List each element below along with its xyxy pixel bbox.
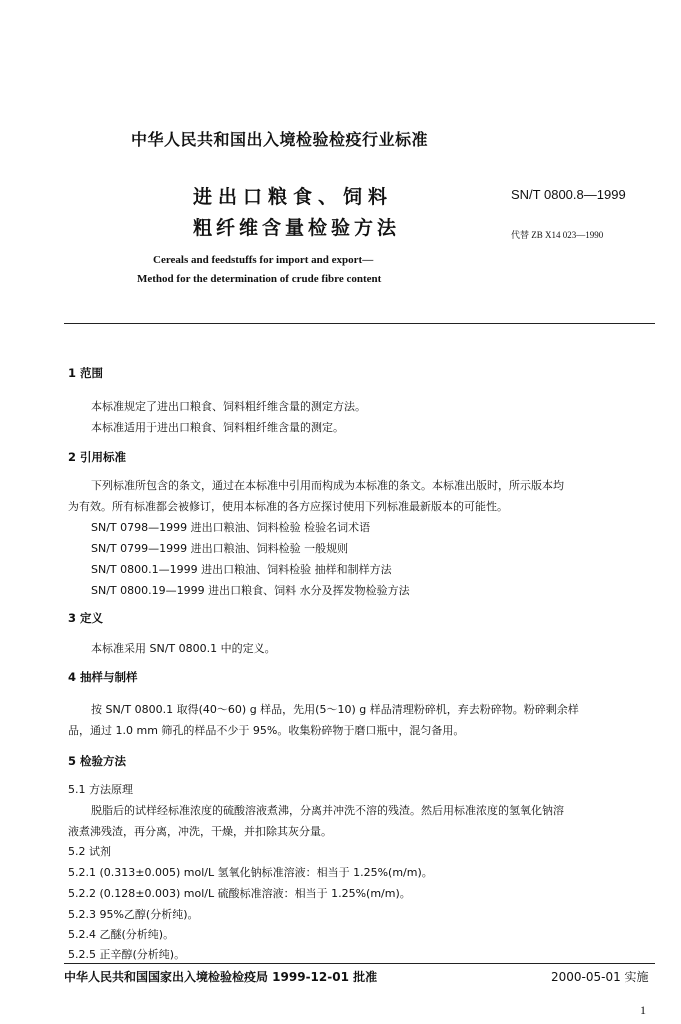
header-divider bbox=[64, 323, 655, 324]
reference-item: SN/T 0800.1—1999 进出口粮油、饲料检验 抽样和制样方法 bbox=[91, 563, 392, 576]
title-line-1: 进出口粮食、饲料 bbox=[193, 186, 394, 208]
section-1-para-2: 本标准适用于进出口粮食、饲料粗纤维含量的测定。 bbox=[91, 421, 344, 434]
english-title-line-2: Method for the determination of crude fibre content bbox=[137, 273, 382, 285]
reagent-item: 5.2.4 乙醚(分析纯)。 bbox=[68, 928, 175, 941]
reagent-item: 5.2.5 正辛醇(分析纯)。 bbox=[68, 948, 186, 961]
section-2-para-line-2: 为有效。所有标准都会被修订，使用本标准的各方应探讨使用下列标准最新版本的可能性。 bbox=[68, 500, 508, 513]
section-5-1-para-line-2: 液煮沸残渣，再分离，冲洗，干燥，并扣除其灰分量。 bbox=[68, 825, 332, 838]
standard-code: SN/T 0800.8—1999 bbox=[511, 187, 626, 202]
replaces-note: 代替 ZB X14 023—1990 bbox=[511, 230, 604, 240]
section-5-heading: 5 检验方法 bbox=[68, 754, 127, 768]
page-number: 1 bbox=[640, 1003, 646, 1017]
section-3-heading: 3 定义 bbox=[68, 611, 104, 625]
reagent-item: 5.2.3 95%乙醇(分析纯)。 bbox=[68, 908, 199, 921]
section-4-heading: 4 抽样与制样 bbox=[68, 670, 138, 684]
implementation-date: 2000-05-01 实施 bbox=[551, 970, 649, 984]
section-1-para-1: 本标准规定了进出口粮食、饲料粗纤维含量的测定方法。 bbox=[91, 400, 366, 413]
subsection-5-1-heading: 5.1 方法原理 bbox=[68, 783, 133, 796]
standard-category: 中华人民共和国出入境检验检疫行业标准 bbox=[131, 130, 429, 149]
english-title-line-1: Cereals and feedstuffs for import and export— bbox=[153, 254, 374, 266]
section-4-para-line-1: 按 SN/T 0800.1 取得(40～60) g 样品，先用(5～10) g 样品清理粉碎机，弃去粉碎物。粉碎剩余样 bbox=[91, 703, 579, 716]
approval-statement: 中华人民共和国国家出入境检验检疫局 1999-12-01 批准 bbox=[64, 970, 378, 984]
section-2-heading: 2 引用标准 bbox=[68, 450, 127, 464]
reference-item: SN/T 0798—1999 进出口粮油、饲料检验 检验名词术语 bbox=[91, 521, 371, 534]
reagent-item: 5.2.1 (0.313±0.005) mol/L 氢氧化钠标准溶液：相当于 1.25%(m/m)。 bbox=[68, 866, 433, 879]
section-1-heading: 1 范围 bbox=[68, 366, 104, 380]
section-2-para-line-1: 下列标准所包含的条文，通过在本标准中引用而构成为本标准的条文。本标准出版时，所示版本均 bbox=[91, 479, 564, 492]
reference-item: SN/T 0800.19—1999 进出口粮食、饲料 水分及挥发物检验方法 bbox=[91, 584, 410, 597]
reference-item: SN/T 0799—1999 进出口粮油、饲料检验 一般规则 bbox=[91, 542, 349, 555]
reagent-item: 5.2.2 (0.128±0.003) mol/L 硫酸标准溶液：相当于 1.25%(m/m)。 bbox=[68, 887, 411, 900]
section-5-1-para-line-1: 脱脂后的试样经标准浓度的硫酸溶液煮沸，分离并冲洗不溶的残渣。然后用标准浓度的氢氧化钠溶 bbox=[91, 804, 564, 817]
subsection-5-2-heading: 5.2 试剂 bbox=[68, 845, 111, 858]
section-4-para-line-2: 品，通过 1.0 mm 筛孔的样品不少于 95%。收集粉碎物于磨口瓶中，混匀备用。 bbox=[68, 724, 465, 737]
section-3-para: 本标准采用 SN/T 0800.1 中的定义。 bbox=[91, 642, 276, 655]
title-line-2: 粗纤维含量检验方法 bbox=[193, 217, 401, 239]
footer-divider bbox=[64, 963, 655, 964]
